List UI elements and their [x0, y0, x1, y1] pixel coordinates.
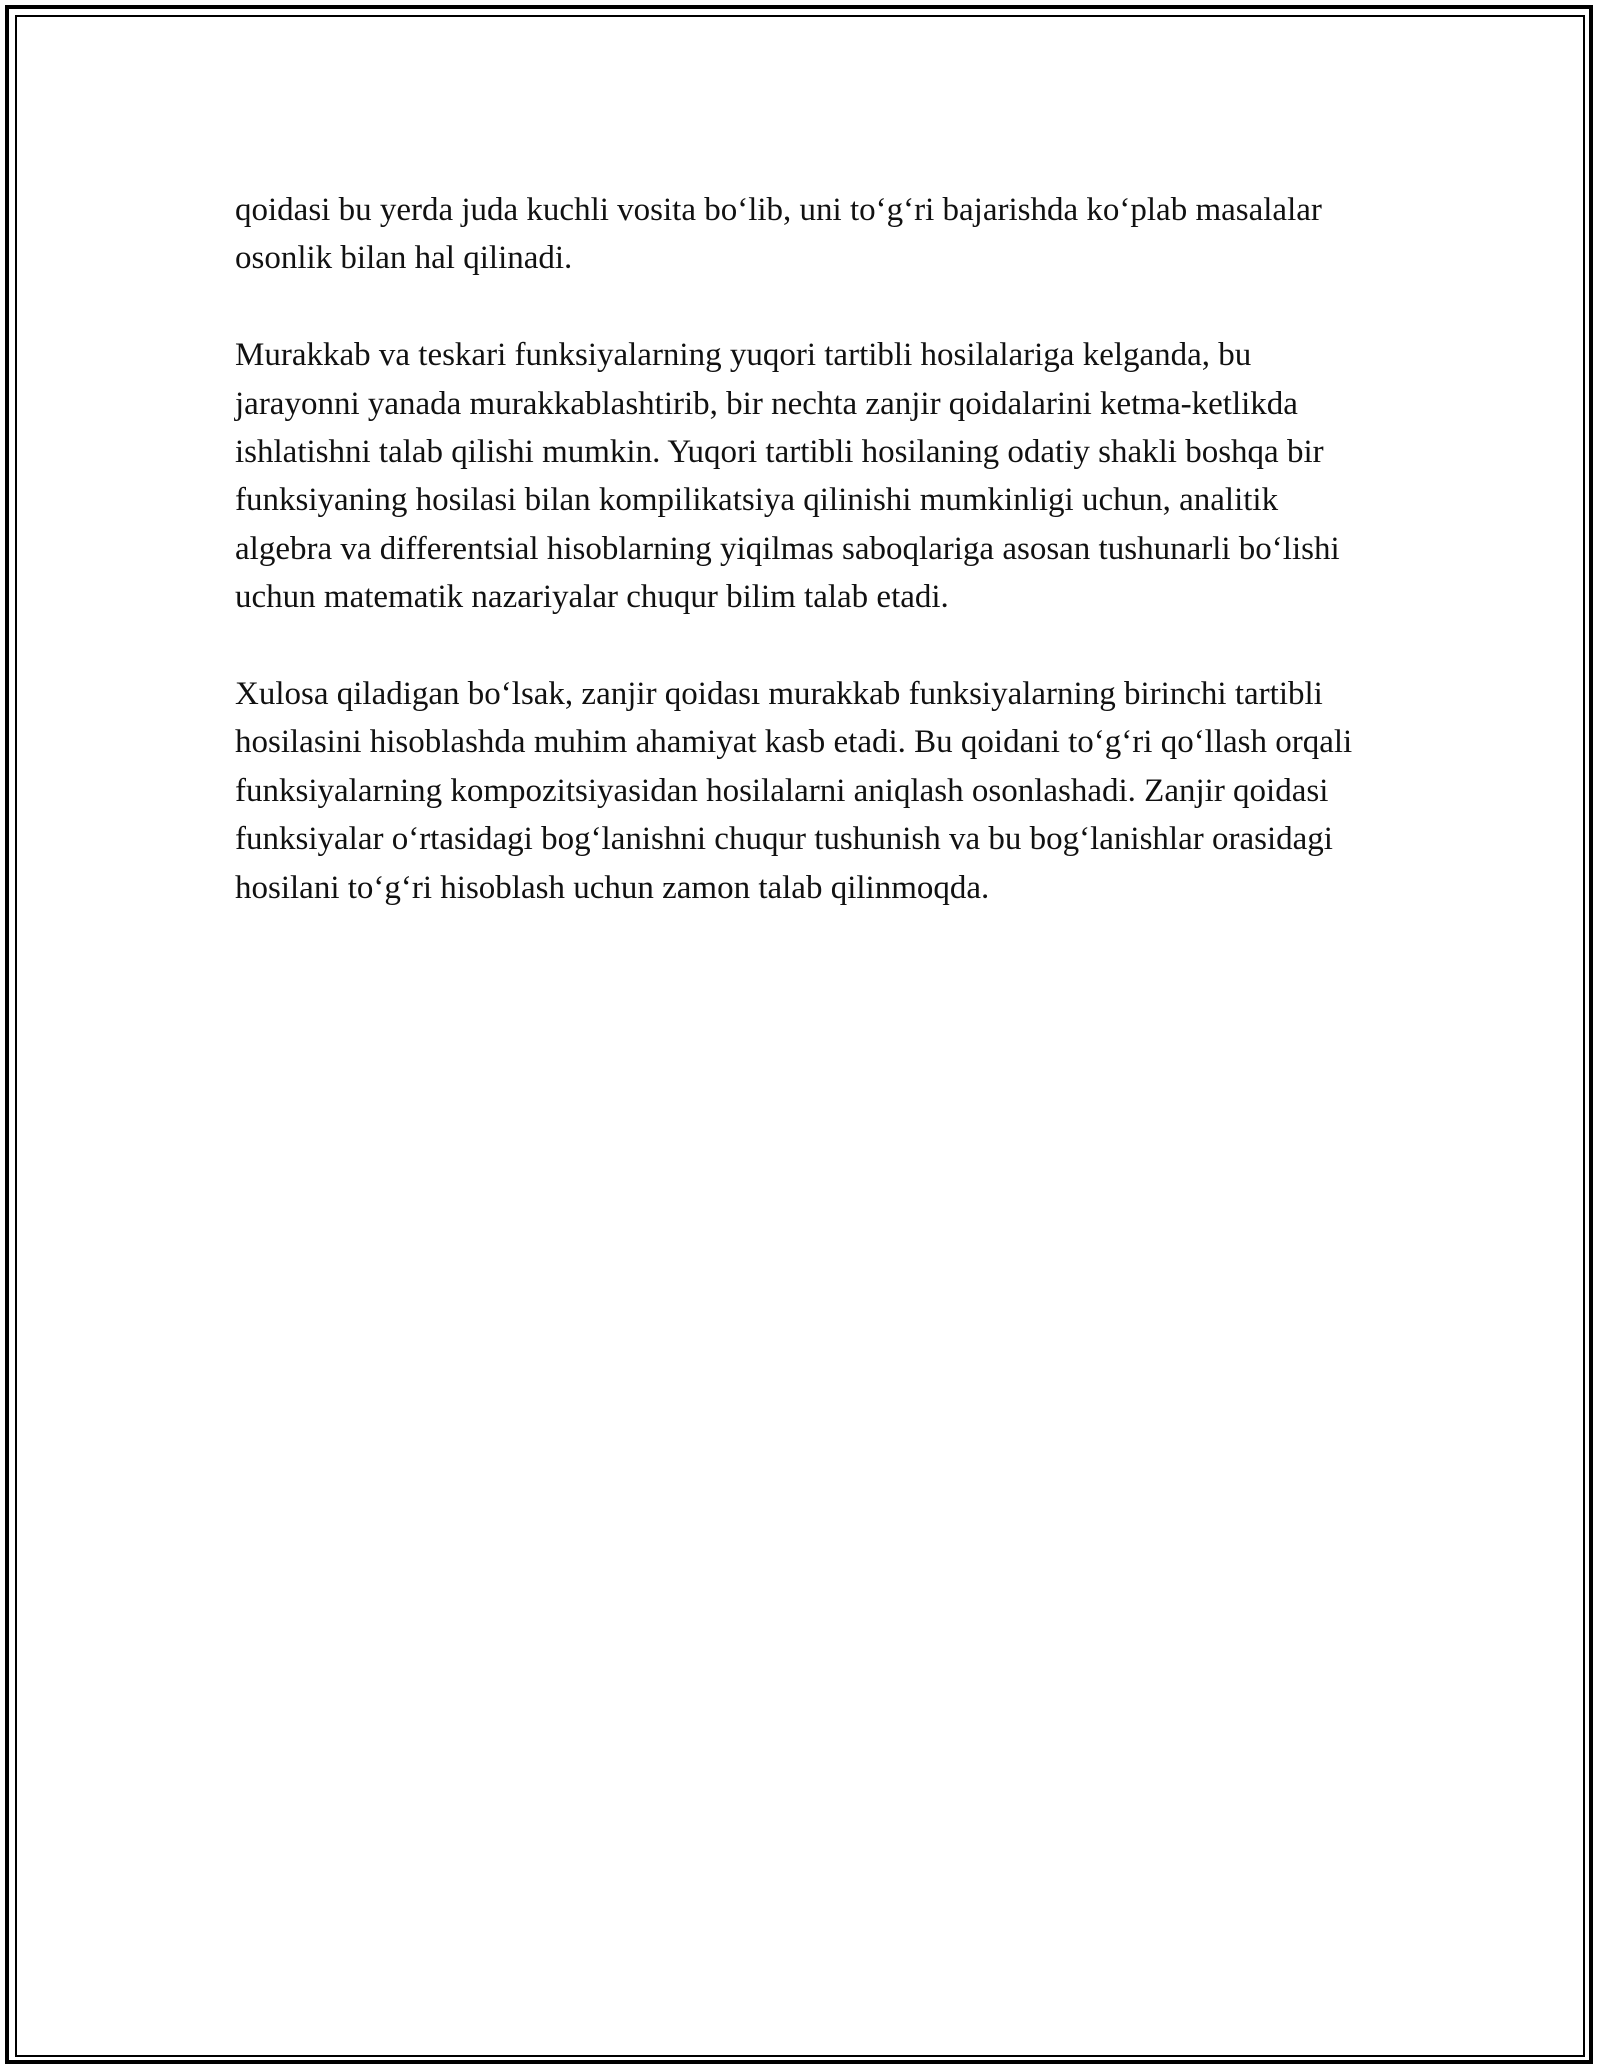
paragraph-1: qoidasi bu yerda juda kuchli vosita bo‘lib, uni to‘g‘ri bajarishda ko‘plab masalalar osonlik bilan hal qilinadi.: [235, 192, 1322, 277]
paragraph-2: Murakkab va teskari funksiyalarning yuqori tartibli hosilalariga kelganda, bu jarayonni yanada murakkablashtirib, bir nechta zanjir qoidalarini ketma-ketlikda ishlatishni talab qilishi mumkin. Yuqori tartibli hosilaning odatiy shakli boshqa bir funksiyaning hosilasi bilan kompilikatsiya qilinishi mumkinligi uchun, analitik algebra va differentsial hisoblarning yiqilmas saboqlariga asosan tushunarli bo‘lishi uchun matematik nazariyalar chuqur bilim talab etadi.: [235, 337, 1340, 616]
paragraph-3: Xulosa qiladigan bo‘lsak, zanjir qoidası murakkab funksiyalarning birinchi tartibli hosilasini hisoblashda muhim ahamiyat kasb etadi. Bu qoidani to‘g‘ri qo‘llash orqali funksiyalarning kompozitsiyasidan hosilalarni aniqlash osonlashadi. Zanjir qoidasi funksiyalar o‘rtasidagi bog‘lanishni chuqur tushunish va bu bog‘lanishlar orasidagi hosilani to‘g‘ri hisoblash uchun zamon talab qilinmoqda.: [235, 676, 1353, 906]
document-body: [235, 186, 1365, 960]
